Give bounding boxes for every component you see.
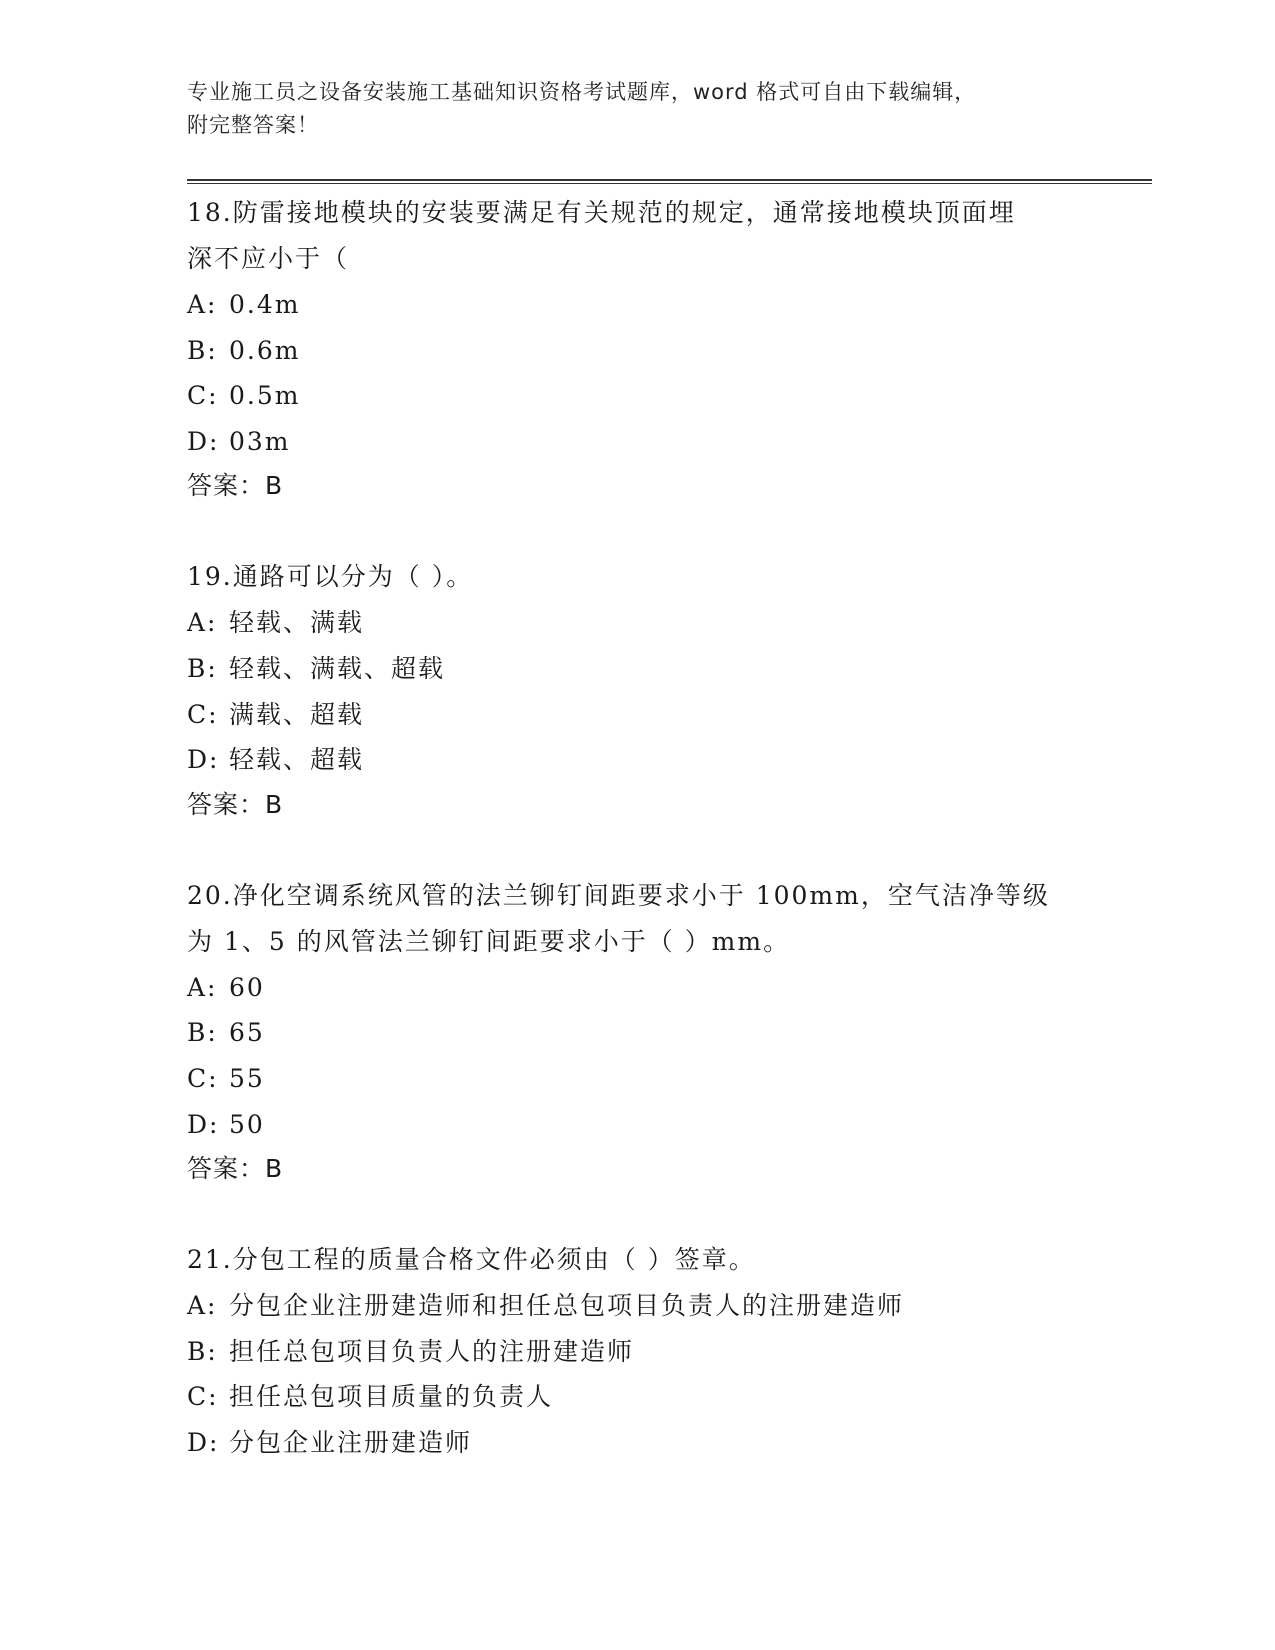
option-text: 0.5m — [229, 381, 301, 411]
option-b — [187, 328, 1087, 374]
question-19 — [187, 554, 1087, 826]
option-a — [187, 600, 1087, 646]
option-text: 0.4m — [229, 290, 301, 319]
header-line-1: 专业施工员之设备安装施工基础知识资格考试题库，word 格式可自由下载编辑， — [187, 80, 977, 104]
option-text: 担任总包项目负责人的注册建造师 — [229, 1336, 635, 1366]
option-b — [187, 1010, 1087, 1056]
option-letter: C: — [187, 699, 219, 729]
question-stem-line: 21.分包工程的质量合格文件必须由（ ）签章。 — [187, 1245, 756, 1275]
option-letter: B: — [187, 653, 218, 683]
question-stem-line: 19.通路可以分为（ ）。 — [187, 562, 474, 592]
option-letter: A: — [187, 290, 218, 319]
question-20 — [187, 873, 1087, 1191]
option-a — [187, 965, 1087, 1011]
header-divider — [187, 179, 1152, 184]
option-text: 轻载、满载、超载 — [229, 653, 446, 683]
option-text: 65 — [229, 1018, 265, 1048]
option-text: 55 — [229, 1063, 265, 1093]
option-letter: B: — [187, 1336, 218, 1366]
option-text: 轻载、满载 — [229, 608, 365, 638]
option-text: 03m — [229, 426, 291, 456]
option-letter: D: — [187, 426, 220, 456]
option-text: 0.6m — [229, 335, 301, 365]
option-c — [187, 692, 1087, 738]
option-d — [187, 737, 1087, 783]
question-stem-line: 20.净化空调系统风管的法兰铆钉间距要求小于 100mm，空气洁净等级 — [187, 880, 1050, 910]
option-text: 满载、超载 — [229, 699, 365, 729]
option-text: 60 — [229, 972, 265, 1002]
option-a — [187, 282, 1087, 328]
question-21 — [187, 1237, 1087, 1465]
option-b — [187, 1329, 1087, 1375]
option-d — [187, 1420, 1087, 1466]
option-text: 担任总包项目质量的负责人 — [229, 1382, 554, 1412]
header-line-2: 附完整答案！ — [187, 113, 319, 137]
document-header — [187, 76, 1067, 142]
option-letter: A: — [187, 1291, 218, 1321]
option-d — [187, 1102, 1087, 1148]
option-letter: C: — [187, 1382, 219, 1412]
option-c — [187, 1056, 1087, 1102]
option-c — [187, 373, 1087, 419]
option-letter: D: — [187, 745, 220, 775]
question-stem-line: 深不应小于（ — [187, 244, 350, 273]
option-letter: B: — [187, 1018, 218, 1048]
option-text: 轻载、超载 — [229, 745, 365, 775]
option-b — [187, 646, 1087, 692]
answer-line: 答案：B — [187, 789, 284, 819]
option-letter: D: — [187, 1109, 220, 1139]
option-letter: C: — [187, 1063, 219, 1093]
option-a — [187, 1283, 1087, 1329]
option-letter: A: — [187, 608, 218, 638]
option-text: 分包企业注册建造师 — [229, 1427, 473, 1457]
option-d — [187, 419, 1087, 465]
answer-line: 答案：B — [187, 1154, 284, 1184]
option-letter: C: — [187, 381, 219, 411]
question-stem-line: 为 1、5 的风管法兰铆钉间距要求小于（ ）mm。 — [187, 926, 791, 956]
question-stem-line: 18.防雷接地模块的安装要满足有关规范的规定，通常接地模块顶面埋 — [187, 198, 1016, 227]
question-18 — [187, 190, 1087, 508]
option-letter: D: — [187, 1427, 220, 1457]
option-c — [187, 1374, 1087, 1420]
option-text: 50 — [229, 1109, 265, 1139]
option-text: 分包企业注册建造师和担任总包项目负责人的注册建造师 — [229, 1291, 905, 1321]
answer-line: 答案：B — [187, 471, 284, 501]
option-letter: B: — [187, 335, 218, 365]
option-letter: A: — [187, 972, 218, 1002]
question-list — [187, 190, 1087, 1512]
